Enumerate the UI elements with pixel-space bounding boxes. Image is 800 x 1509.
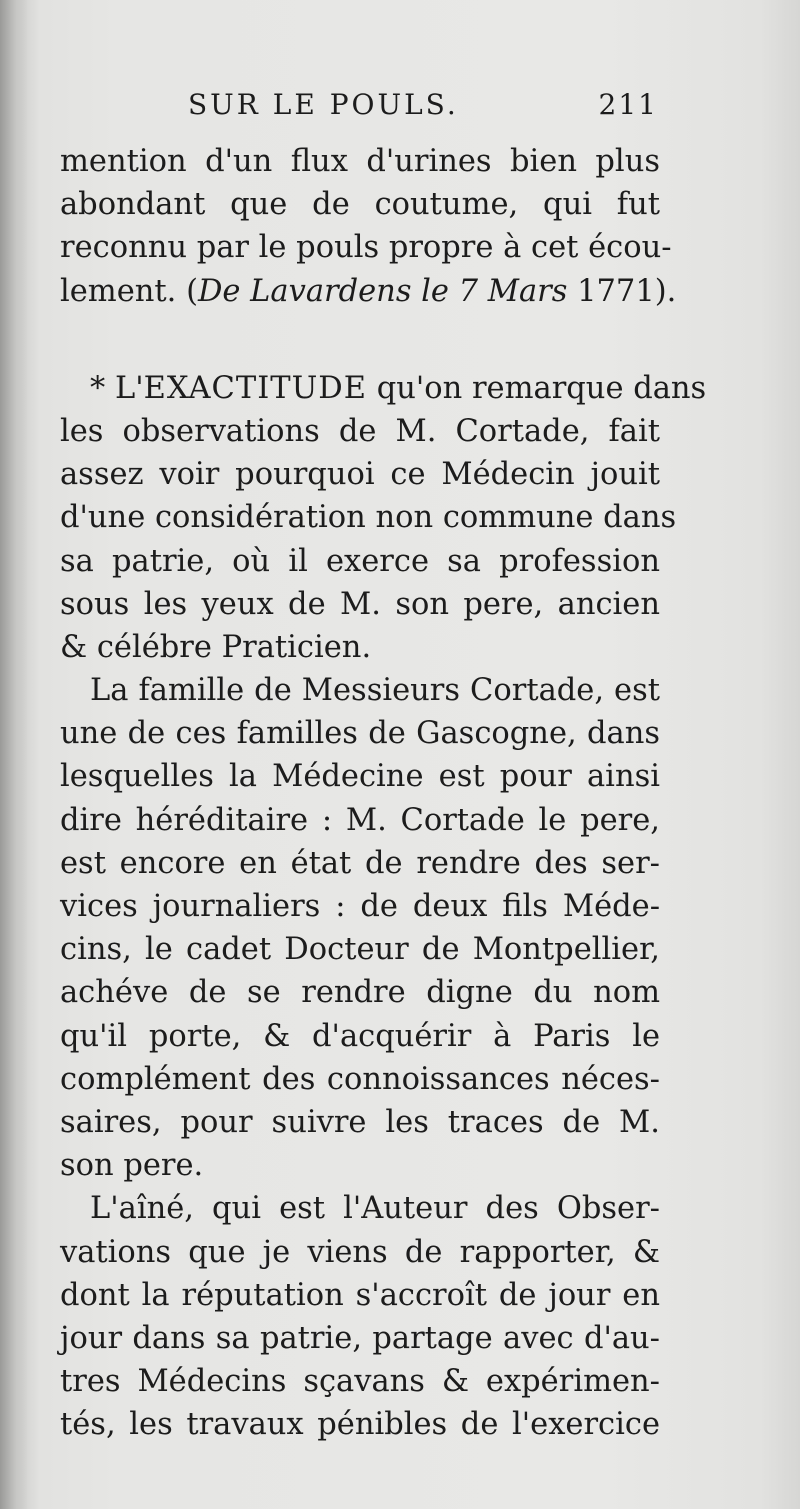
page-number: 211 bbox=[598, 88, 658, 121]
dateline-italic: De Lavardens le 7 Mars bbox=[197, 273, 568, 309]
text-line: vations que je viens de rapporter, & bbox=[60, 1234, 660, 1270]
text-run: lement. ( bbox=[60, 273, 198, 309]
text-line: dont la réputation s'accroît de jour en bbox=[60, 1277, 660, 1313]
text-line: sa patrie, où il exerce sa profession bbox=[60, 543, 660, 579]
text-line: assez voir pourquoi ce Médecin jouit bbox=[60, 457, 660, 493]
text-line: est encore en état de rendre des ser- bbox=[60, 845, 660, 881]
text-line: saires, pour suivre les traces de M. bbox=[60, 1104, 660, 1140]
text-line: qu'il porte, & d'acquérir à Paris le bbox=[60, 1018, 660, 1054]
text-line bbox=[60, 270, 677, 313]
text-run: qu'on remarque dans bbox=[367, 370, 707, 406]
text-line: tres Médecins sçavans & expérimen- bbox=[60, 1364, 660, 1400]
text-line: une de ces familles de Gascogne, dans bbox=[60, 716, 660, 752]
page-header bbox=[188, 88, 658, 128]
text-line: reconnu par le pouls propre à cet écou- bbox=[60, 230, 672, 266]
text-line: achéve de se rendre digne du nom bbox=[60, 975, 660, 1011]
text-line: vices journaliers : de deux fils Méde- bbox=[60, 889, 660, 924]
text-line: La famille de Messieurs Cortade, est bbox=[90, 673, 660, 709]
text-line: mention d'un flux d'urines bien plus bbox=[60, 144, 660, 179]
body-text bbox=[60, 140, 707, 1446]
gutter-shadow bbox=[0, 0, 28, 1509]
text-line: sous les yeux de M. son pere, ancien bbox=[60, 586, 660, 622]
running-title: SUR LE POULS. bbox=[188, 88, 459, 121]
paragraph-gap bbox=[60, 313, 660, 367]
text-line: & célébre Praticien. bbox=[60, 629, 372, 665]
text-line: dire héréditaire : M. Cortade le pere, bbox=[60, 802, 660, 838]
text-line: cins, le cadet Docteur de Montpellier, bbox=[60, 932, 660, 968]
text-line: les observations de M. Cortade, fait bbox=[60, 413, 660, 449]
text-line: d'une considération non commune dans bbox=[60, 500, 677, 536]
smallcaps-word: EXACTITUDE bbox=[143, 370, 368, 406]
text-line: complément des connoissances néces- bbox=[60, 1061, 660, 1097]
text-line: abondant que de coutume, qui fut bbox=[60, 187, 660, 223]
text-run: 1771). bbox=[567, 273, 677, 309]
text-line: jour dans sa patrie, partage avec d'au- bbox=[60, 1320, 660, 1356]
text-line: tés, les travaux pénibles de l'exercice bbox=[60, 1407, 660, 1443]
text-line: son pere. bbox=[60, 1148, 204, 1184]
text-line: L'aîné, qui est l'Auteur des Obser- bbox=[90, 1191, 660, 1227]
text-line: lesquelles la Médecine est pour ainsi bbox=[60, 759, 660, 795]
text-line bbox=[60, 367, 707, 410]
footnote-star: * L' bbox=[90, 370, 144, 406]
